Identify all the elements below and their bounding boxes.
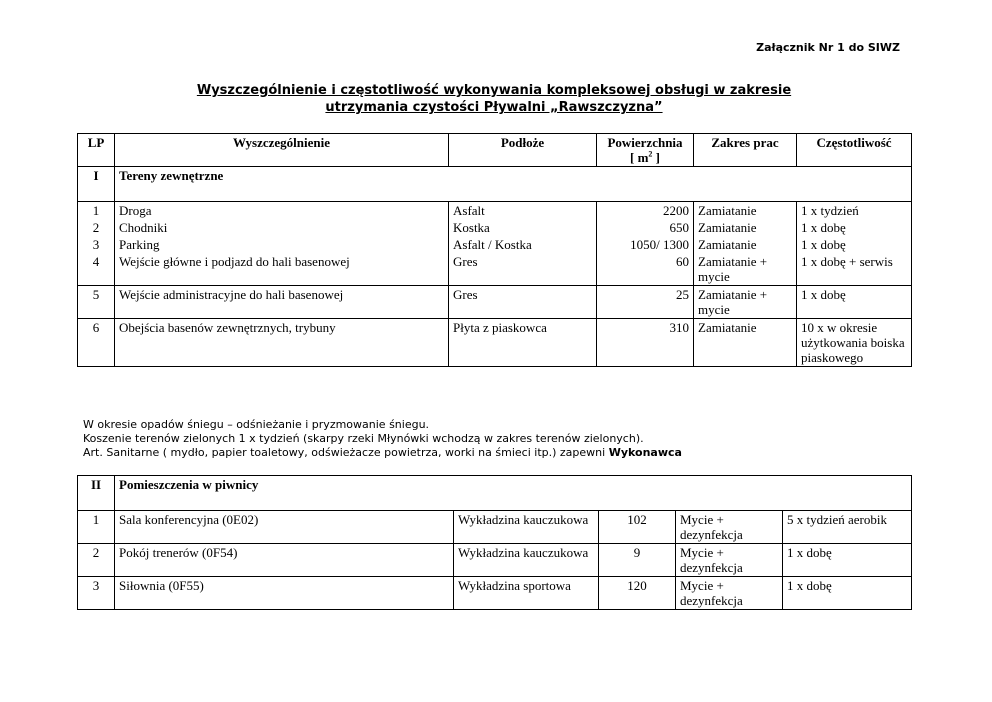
cell-scope: Zamiatanie [694,236,797,253]
cell-item: Pokój trenerów (0F54) [115,544,454,577]
cell-lp: 5 [78,286,115,319]
cell-surface: Kostka [449,219,597,236]
cell-surface: Asfalt [449,202,597,220]
cell-lp: 2 [78,544,115,577]
cell-scope: Zamiatanie [694,202,797,220]
cell-surface: Płyta z piaskowca [449,319,597,367]
header-frequency: Częstotliwość [797,134,912,167]
document-title [90,82,898,116]
cell-scope: Mycie + dezynfekcja [676,544,783,577]
cell-surface: Wykładzina sportowa [454,577,599,610]
table-row [78,236,912,253]
cell-surface: Asfalt / Kostka [449,236,597,253]
basement-rooms-table [77,475,912,610]
cell-item: Siłownia (0F55) [115,577,454,610]
header-item: Wyszczególnienie [115,134,449,167]
cell-lp: 6 [78,319,115,367]
cell-surface: Gres [449,253,597,286]
section-number: I [78,167,115,202]
table-row [78,219,912,236]
table-row [78,511,912,544]
cell-frequency: 1 x dobę [797,286,912,319]
cell-item: Parking [115,236,449,253]
table-header-row [78,134,912,167]
cell-item: Sala konferencyjna (0E02) [115,511,454,544]
section-number: II [78,476,115,511]
cell-lp: 4 [78,253,115,286]
cell-frequency: 1 x tydzień [797,202,912,220]
cell-area: 650 [597,219,694,236]
cell-surface: Wykładzina kauczukowa [454,544,599,577]
header-lp: LP [78,134,115,167]
cell-area: 120 [599,577,676,610]
table-row [78,202,912,220]
cell-frequency: 5 x tydzień aerobik [783,511,912,544]
cell-lp: 1 [78,202,115,220]
cell-item: Droga [115,202,449,220]
header-area [597,134,694,167]
cell-scope: Zamiatanie + mycie [694,253,797,286]
cell-frequency: 1 x dobę [797,219,912,236]
cell-area: 9 [599,544,676,577]
cell-area: 2200 [597,202,694,220]
header-area-label: Powierzchnia [607,135,683,150]
cell-scope: Zamiatanie [694,219,797,236]
cell-item: Chodniki [115,219,449,236]
cell-surface: Gres [449,286,597,319]
cell-item: Obejścia basenów zewnętrznych, trybuny [115,319,449,367]
note-mowing: Koszenie terenów zielonych 1 x tydzień (skarpy rzeki Młynówki wchodzą w zakres terenów zielonych). [83,432,644,445]
cell-item: Wejście główne i podjazd do hali basenowej [115,253,449,286]
section-row [78,476,912,511]
cell-area: 60 [597,253,694,286]
cell-area: 310 [597,319,694,367]
note-sanitary-text: Art. Sanitarne ( mydło, papier toaletowy, odświeżacze powietrza, worki na śmieci itp.) zapewni [83,446,609,459]
cell-scope: Mycie + dezynfekcja [676,577,783,610]
cell-scope: Zamiatanie + mycie [694,286,797,319]
cell-item: Wejście administracyjne do hali basenowej [115,286,449,319]
header-scope: Zakres prac [694,134,797,167]
cell-scope: Zamiatanie [694,319,797,367]
note-sanitary-contractor: Wykonawca [608,446,682,459]
cell-frequency: 1 x dobę [797,236,912,253]
cell-lp: 3 [78,236,115,253]
section-name: Pomieszczenia w piwnicy [115,476,912,511]
table-row [78,286,912,319]
section-name: Tereny zewnętrzne [115,167,912,202]
cell-frequency: 10 x w okresie użytkowania boiska piaskowego [797,319,912,367]
outdoor-areas-table [77,133,912,367]
cell-surface: Wykładzina kauczukowa [454,511,599,544]
table-row [78,253,912,286]
cell-frequency: 1 x dobę [783,544,912,577]
cell-area: 25 [597,286,694,319]
cell-lp: 3 [78,577,115,610]
note-snow: W okresie opadów śniegu – odśnieżanie i pryzmowanie śniegu. [83,418,430,431]
cell-area: 1050/ 1300 [597,236,694,253]
annex-label: Załącznik Nr 1 do SIWZ [756,41,900,54]
header-surface: Podłoże [449,134,597,167]
header-area-unit: [ $m^2$ ] [629,149,660,165]
cell-lp: 1 [78,511,115,544]
cell-frequency: 1 x dobę + serwis [797,253,912,286]
table-row [78,544,912,577]
notes [83,418,682,460]
title-line-2: utrzymania czystości Pływalni „Rawszczyzna” [325,100,663,115]
cell-frequency: 1 x dobę [783,577,912,610]
section-row [78,167,912,202]
note-sanitary [83,446,682,460]
cell-scope: Mycie + dezynfekcja [676,511,783,544]
table-row [78,577,912,610]
table-row [78,319,912,367]
cell-area: 102 [599,511,676,544]
cell-lp: 2 [78,219,115,236]
title-line-1: Wyszczególnienie i częstotliwość wykonywania kompleksowej obsługi w zakresie [196,83,792,98]
